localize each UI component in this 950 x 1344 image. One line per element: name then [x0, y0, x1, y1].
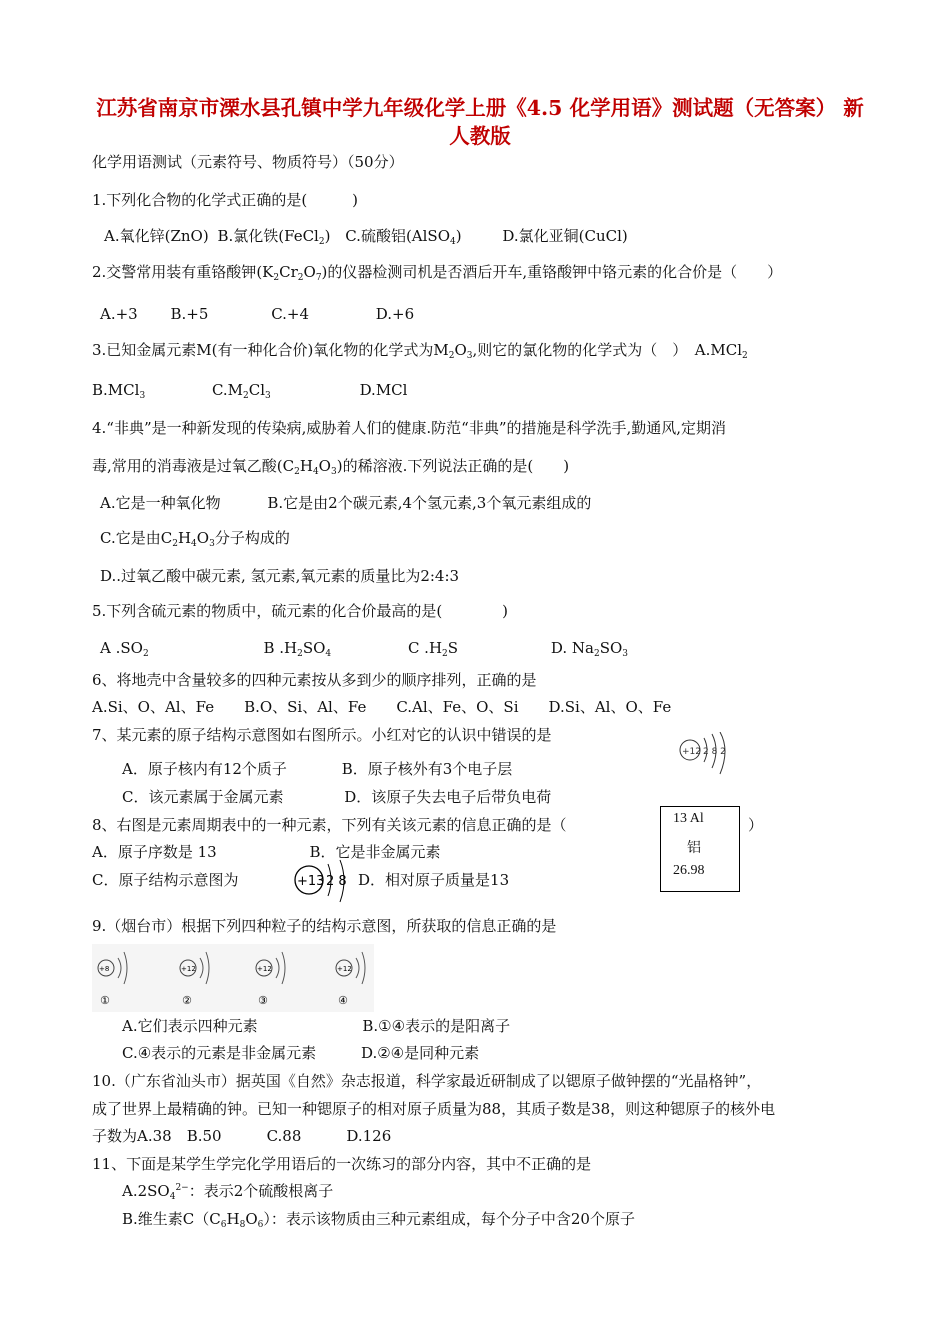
ion-label: ②	[182, 994, 192, 1007]
ion-structure-diagrams	[92, 944, 374, 1012]
q2-options	[100, 304, 414, 324]
q7-option-b: B．原子核外有3个电子层	[341, 760, 513, 778]
q1-option-a: A.氧化锌(ZnO)	[104, 227, 209, 245]
q8-option-c: C．原子结构示意图为	[92, 871, 239, 889]
ion-diagram-2	[180, 952, 209, 1007]
q3-option-b: B.MCl$_3$	[92, 381, 146, 401]
al-electron-label: 2 8	[326, 874, 347, 889]
q7-stem: 7、某元素的原子结构示意图如右图所示。小红对它的认识中错误的是	[92, 726, 552, 744]
ion-label: ①	[100, 994, 110, 1007]
q4-line1: 4.“非典”是一种新发现的传染病,威胁着人们的健康.防范“非典”的措施是科学洗手,勤通风,定期消	[92, 419, 727, 437]
q7-option-d: D．该原子失去电子后带负电荷	[344, 788, 552, 806]
ion-nucleus-label: +8	[99, 965, 110, 973]
q9-stem: 9.（烟台市）根据下列四种粒子的结构示意图，所获取的信息正确的是	[92, 917, 557, 935]
subtitle: 化学用语测试（元素符号、物质符号）（50分）	[92, 153, 404, 171]
q11-option-a: $A.2SO_4^{2-}$：表示2个硫酸根离子	[122, 1182, 334, 1202]
q4-option-a: A.它是一种氧化物	[100, 494, 221, 512]
ion-label: ③	[258, 994, 268, 1007]
q2-option-a: A.+3	[100, 305, 138, 323]
ion-diagram-1	[98, 952, 127, 1007]
ion-label: ④	[338, 994, 348, 1007]
ion-diagram-3	[256, 952, 285, 1007]
q10-line2: 成了世界上最精确的钟。已知一种锶原子的相对原子质量为88，其质子数是38，则这种锶原子的核外电	[92, 1100, 776, 1118]
q9-option-a: A.它们表示四种元素	[122, 1017, 258, 1035]
q3-options	[92, 380, 407, 400]
q3-stem: 3.已知金属元素M(有一种化合价)氧化物的化学式为$M_2O_3$,则它的氯化物的化学式为（ ） A.MCl$_2$	[92, 341, 748, 361]
q11-option-b: B.维生素$C(C_6H_8O_6)$：表示该物质由三种元素组成，每个分子中含20个原子	[122, 1210, 635, 1230]
q7-atom-diagram	[676, 732, 736, 782]
ion-nucleus-label: +12	[181, 965, 196, 973]
cell-element-name: 铝	[687, 841, 701, 856]
q1-option-c: C.硫酸铝(AlSO$_4$)	[345, 227, 462, 247]
q5-option-c: C $.H_2S$	[407, 639, 459, 659]
q2-option-c: C.+4	[271, 305, 310, 323]
q7-option-c: C．该元素属于金属元素	[122, 788, 284, 806]
q2-stem: 2.交警常用装有重铬酸钾$(K_2Cr_2O_7)$的仪器检测司机是否酒后开车,重铬酸钾中铬元素的化合价是（ ）	[92, 263, 783, 283]
periodic-cell-al	[660, 806, 740, 892]
q3-option-c: $C.M_2Cl_3$	[211, 381, 271, 401]
q6-options: A.Si、O、Al、Fe B.O、Si、Al、Fe C.Al、Fe、O、Si D.Si、Al、O、Fe	[92, 698, 672, 716]
q1-options	[104, 226, 628, 246]
q8-stem: 8、右图是元素周期表中的一种元素，下列有关该元素的信息正确的是（	[92, 816, 567, 834]
q7-options-ab	[122, 759, 512, 779]
al-atom-diagram	[292, 858, 356, 906]
q4-option-b: B.它是由2个碳元素,4个氢元素,3个氧元素组成的	[267, 494, 592, 512]
q9-option-d: D.②④是同种元素	[360, 1044, 480, 1062]
q5-stem: 5.下列含硫元素的物质中，硫元素的化合价最高的是( )	[92, 602, 509, 620]
q9-options-cd	[122, 1043, 479, 1063]
q8-option-a: A．原子序数是 13	[92, 843, 217, 861]
q5-options	[100, 638, 628, 658]
q9-options-ab	[122, 1016, 510, 1036]
q7-options-cd	[122, 787, 551, 807]
q9-option-c: C.④表示的元素是非金属元素	[122, 1044, 317, 1062]
q1-stem: 1.下列化合物的化学式正确的是( )	[92, 191, 359, 209]
q7-option-a: A．原子核内有12个质子	[122, 760, 287, 778]
q5-option-d: D. $Na_2SO_3$	[550, 639, 628, 659]
ion-diagram-4	[336, 952, 365, 1007]
q5-option-b: B $.H_2SO_4$	[263, 639, 332, 659]
ion-nucleus-label: +12	[257, 965, 272, 973]
q8-options-ab	[92, 842, 441, 862]
q8-option-b: B．它是非金属元素	[309, 843, 441, 861]
q7-nucleus-label: +12	[682, 747, 701, 757]
q9-option-b: B.①④表示的是阳离子	[362, 1017, 511, 1035]
q4-line2: 毒,常用的消毒液是过氧乙酸$(C_2H_4O_3)$的稀溶液.下列说法正确的是( )	[92, 457, 570, 477]
q2-option-b: B.+5	[170, 305, 209, 323]
ion-nucleus-label: +12	[337, 965, 352, 973]
q2-option-d: D.+6	[375, 305, 415, 323]
q10-line3: 子数为A.38 B.50 C.88 D.126	[92, 1127, 392, 1145]
al-nucleus-label: +13	[297, 874, 325, 889]
q7-electron-label: 2 8 2	[703, 747, 726, 757]
q5-option-a: A $.SO_2$	[100, 639, 149, 659]
q4-options-ab	[100, 493, 591, 513]
q3-option-d: D.MCl	[359, 381, 408, 399]
q8-close-paren: ）	[748, 816, 764, 834]
q4-option-d: D..过氧乙酸中碳元素, 氢元素,氧元素的质量比为2:4:3	[100, 567, 460, 585]
cell-number-symbol: 13 Al	[673, 811, 704, 826]
page-title: 江苏省南京市溧水县孔镇中学九年级化学上册《4.5 化学用语》测试题（无答案） 新人教版	[96, 96, 864, 148]
q1-option-b: B.氯化铁(FeCl$_2$)	[217, 227, 331, 247]
q4-option-c: C.它是由$C_2H_4O_3$分子构成的	[100, 529, 290, 549]
q10-line1: 10.（广东省汕头市）据英国《自然》杂志报道，科学家最近研制成了以锶原子做钟摆的“光晶格钟”，	[92, 1072, 762, 1090]
q1-option-d: D.氯化亚铜(CuCl)	[502, 227, 628, 245]
cell-atomic-mass: 26.98	[673, 863, 705, 878]
q11-stem: 11、下面是某学生学完化学用语后的一次练习的部分内容，其中不正确的是	[92, 1155, 592, 1173]
q8-option-d: D．相对原子质量是13	[358, 871, 510, 889]
q6-stem: 6、将地壳中含量较多的四种元素按从多到少的顺序排列，正确的是	[92, 671, 537, 689]
